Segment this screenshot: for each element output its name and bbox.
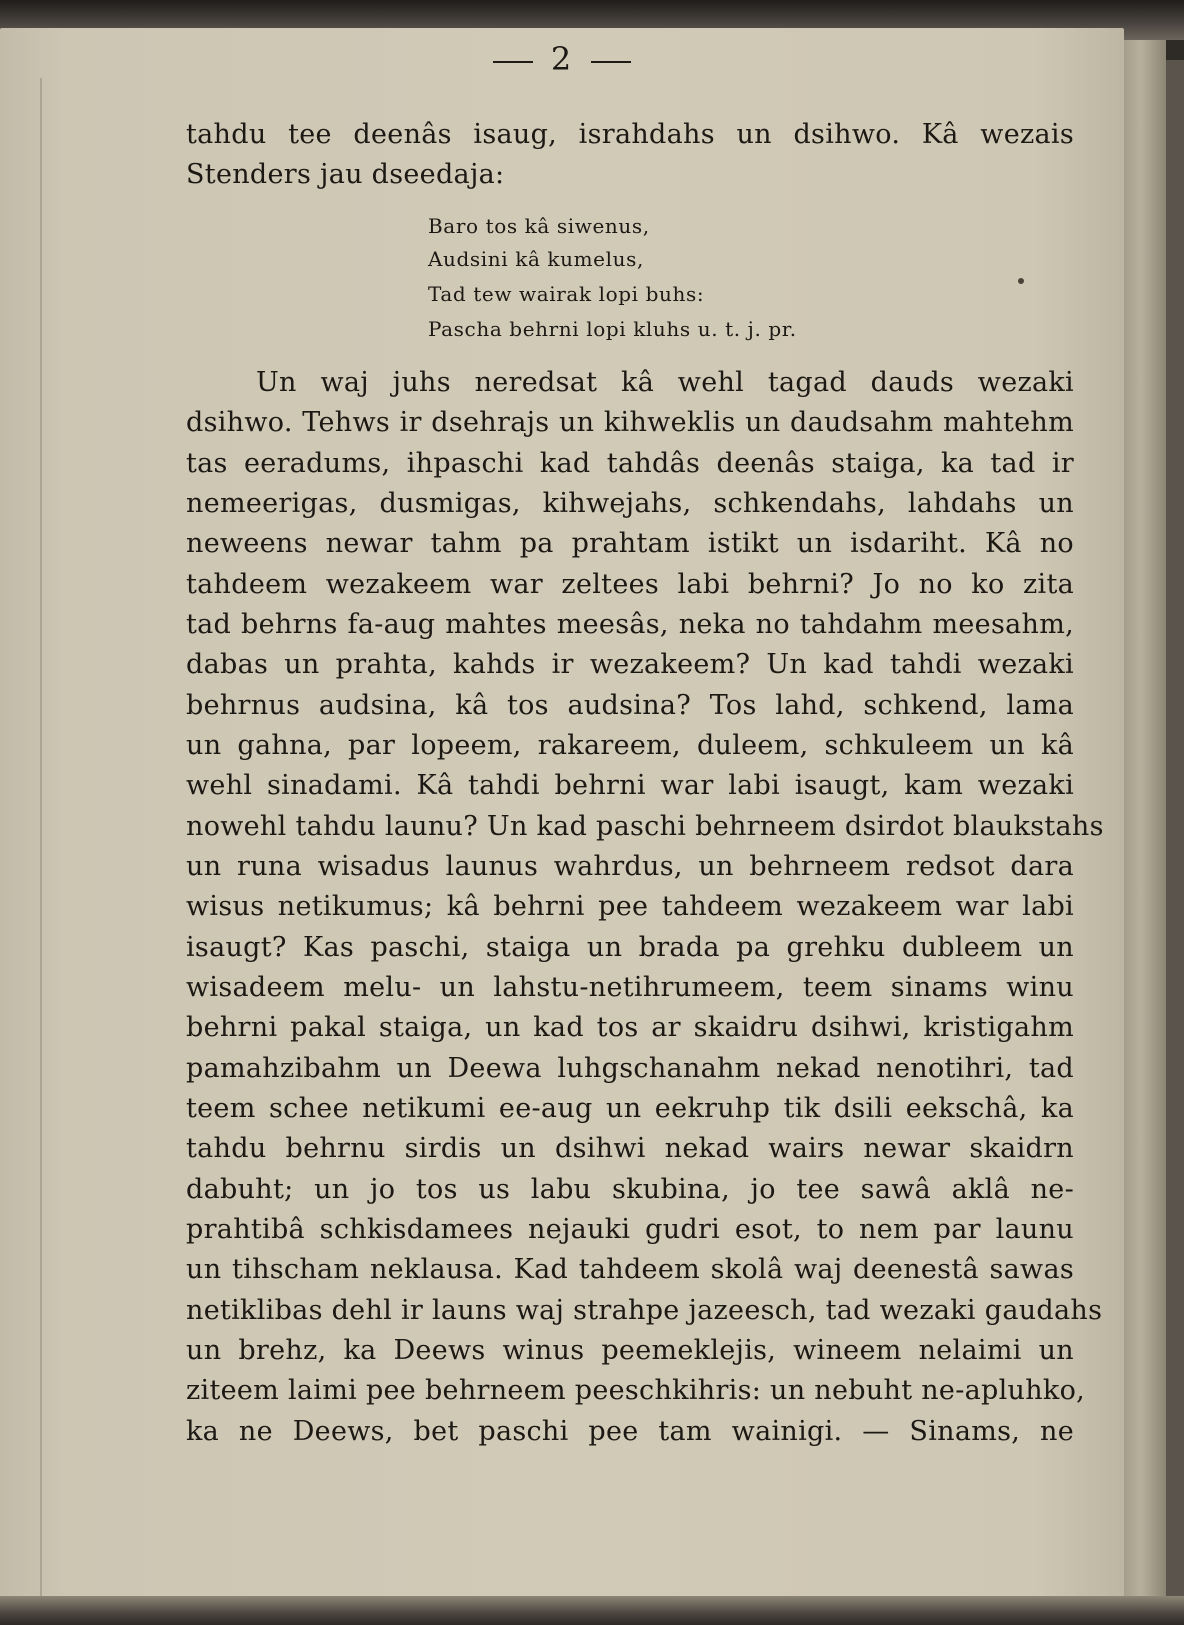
page-number: 2 xyxy=(550,40,574,78)
text-line: ka ne Deews, bet paschi pee tam wainigi. — Sinams, ne xyxy=(186,1416,1074,1447)
text-line: wehl sinadami. Kâ tahdi behrni war labi isaugt, kam wezaki xyxy=(186,770,1074,801)
text-line: nemeerigas, dusmigas, kihwejahs, schkendahs, lahdahs un xyxy=(186,488,1074,519)
text-line: behrnus audsina, kâ tos audsina? Tos lahd, schkend, lama xyxy=(186,690,1074,721)
text-line: isaugt? Kas paschi, staiga un brada pa grehku dubleem un xyxy=(186,932,1074,963)
text-line: tas eeradums, ihpaschi kad tahdâs deenâs staiga, ka tad ir xyxy=(186,448,1074,479)
text-line: tahdeem wezakeem war zeltees labi behrni? Jo no ko zita xyxy=(186,569,1074,600)
text-line: netiklibas dehl ir launs waj strahpe jazeesch, tad wezaki gaudahs xyxy=(186,1295,1103,1326)
page-edge-stack xyxy=(1124,40,1166,1600)
text-line: un tihscham neklausa. Kad tahdeem skolâ waj deenestâ sawas xyxy=(186,1254,1074,1285)
poem-line: Audsini kâ kumelus, xyxy=(428,247,644,271)
poem-line: Tad tew wairak lopi buhs: xyxy=(428,282,705,306)
text-line: tahdu behrnu sirdis un dsihwi nekad wairs newar skaidrn xyxy=(186,1133,1074,1164)
page-header xyxy=(0,40,1124,78)
text-line: Stenders jau dseedaja: xyxy=(186,159,505,190)
ink-speck xyxy=(1018,278,1024,284)
text-line: tahdu tee deenâs isaug, israhdahs un dsihwo. Kâ wezais xyxy=(186,119,1074,150)
gutter-fold xyxy=(40,78,42,1608)
text-line: wisus netikumus; kâ behrni pee tahdeem wezakeem war labi xyxy=(186,891,1074,922)
text-line: neweens newar tahm pa prahtam istikt un isdariht. Kâ no xyxy=(186,528,1074,559)
text-line: tad behrns fa-aug mahtes meesâs, neka no tahdahm meesahm, xyxy=(186,609,1074,640)
text-line: pamahzibahm un Deewa luhgschanahm nekad nenotihri, tad xyxy=(186,1053,1074,1084)
text-line: prahtibâ schkisdamees nejauki gudri esot, to nem par launu xyxy=(186,1214,1074,1245)
text-line: teem schee netikumi ee-aug un eekruhp tik dsili eekschâ, ka xyxy=(186,1093,1074,1124)
text-line: Un waj juhs neredsat kâ wehl tagad dauds wezaki xyxy=(256,367,1074,398)
book-bottom-edge xyxy=(0,1596,1184,1625)
header-dash-left xyxy=(493,61,533,63)
text-line: un runa wisadus launus wahrdus, un behrneem redsot dara xyxy=(186,851,1074,882)
text-line: wisadeem melu- un lahstu-netihrumeem, teem sinams winu xyxy=(186,972,1074,1003)
poem-line: Baro tos kâ siwenus, xyxy=(428,214,650,238)
text-line: behrni pakal staiga, un kad tos ar skaidru dsihwi, kristigahm xyxy=(186,1012,1074,1043)
text-line: un brehz, ka Deews winus peemeklejis, wineem nelaimi un xyxy=(186,1335,1074,1366)
poem-line: Pascha behrni lopi kluhs u. t. j. pr. xyxy=(428,317,797,341)
book-cover-edge xyxy=(1166,60,1184,1600)
text-line: un gahna, par lopeem, rakareem, duleem, schkuleem un kâ xyxy=(186,730,1074,761)
text-line: dsihwo. Tehws ir dsehrajs un kihweklis un daudsahm mahtehm xyxy=(186,407,1074,438)
text-line: nowehl tahdu launu? Un kad paschi behrneem dsirdot blaukstahs xyxy=(186,811,1104,842)
text-line: dabas un prahta, kahds ir wezakeem? Un kad tahdi wezaki xyxy=(186,649,1074,680)
text-line: ziteem laimi pee behrneem peeschkihris: un nebuht ne-apluhko, xyxy=(186,1375,1086,1406)
text-line: dabuht; un jo tos us labu skubina, jo tee sawâ aklâ ne- xyxy=(186,1174,1074,1205)
header-dash-right xyxy=(591,61,631,63)
